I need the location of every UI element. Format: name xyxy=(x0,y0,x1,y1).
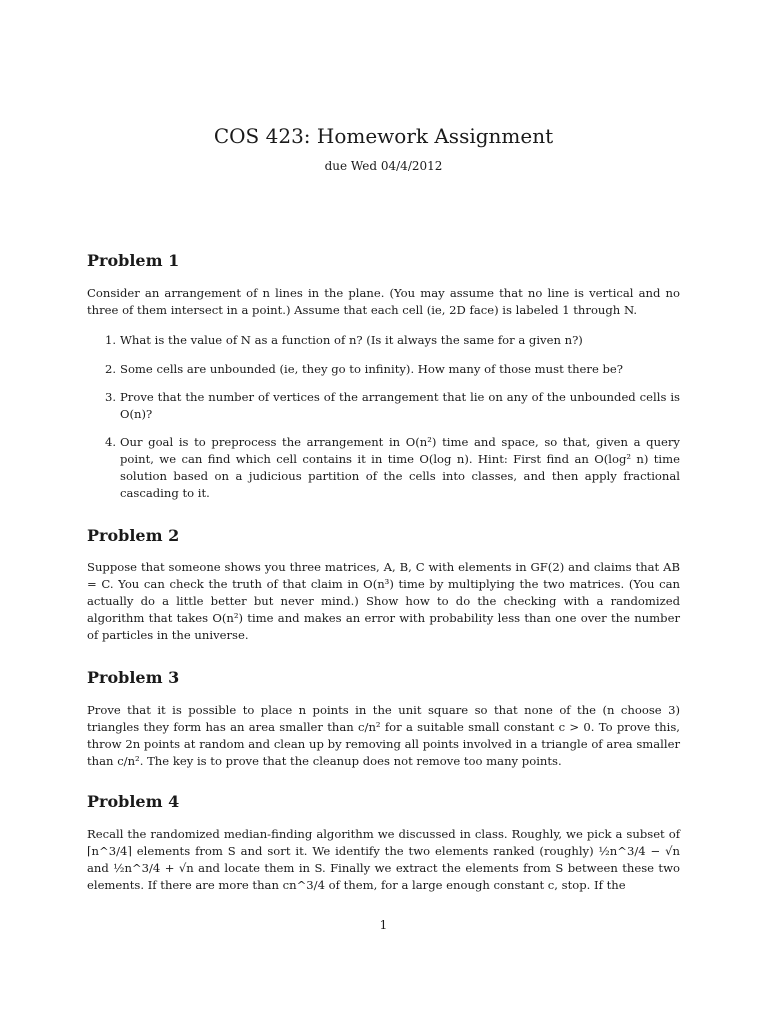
problem-3-heading: Problem 3 xyxy=(87,668,180,687)
problem-1-intro: Consider an arrangement of n lines in the plane. (You may assume that no line is vertical and no three of them intersect in a point.) Assume that each cell (ie, 2D face) is labeled 1 through N. xyxy=(87,286,680,317)
problem-4-text: Recall the randomized median-finding algorithm we discussed in class. Roughly, we pick a subset of ⌈n^3/4⌉ elements from S and sort it. We identify the two elements ranked (roughly) ½n^3/4 − √n and ½n^3/4 + √n and locate them in S. Finally we extract the elements from S between these two elements. If there are more than cn^3/4 of them, for a large enough constant c, stop. If the xyxy=(87,827,680,892)
problem-2-heading: Problem 2 xyxy=(87,526,180,545)
problem-4-heading: Problem 4 xyxy=(87,792,180,811)
due-date: due Wed 04/4/2012 xyxy=(324,159,443,173)
document-title: COS 423: Homework Assignment xyxy=(213,124,554,148)
problem-2-text: Suppose that someone shows you three matrices, A, B, C with elements in GF(2) and claims that AB = C. You can check the truth of that claim in O(n³) time by multiplying the two matrices. (You can actually do a little better but never mind.) Show how to do the checking with a randomized algorithm that takes O(n²) time and makes an error with probability less than one over the number of particles in the universe. xyxy=(87,560,680,642)
problem-1-heading: Problem 1 xyxy=(87,251,180,270)
page-number: 1 xyxy=(379,918,388,932)
problem-3-text: Prove that it is possible to place n points in the unit square so that none of the (n choose 3) triangles they form has an area smaller than c/n² for a suitable small constant c > 0. To prove this, throw 2n points at random and clean up by removing all points involved in a triangle of area smaller than c/n². The key is to prove that the cleanup does not remove too many points. xyxy=(87,703,680,768)
